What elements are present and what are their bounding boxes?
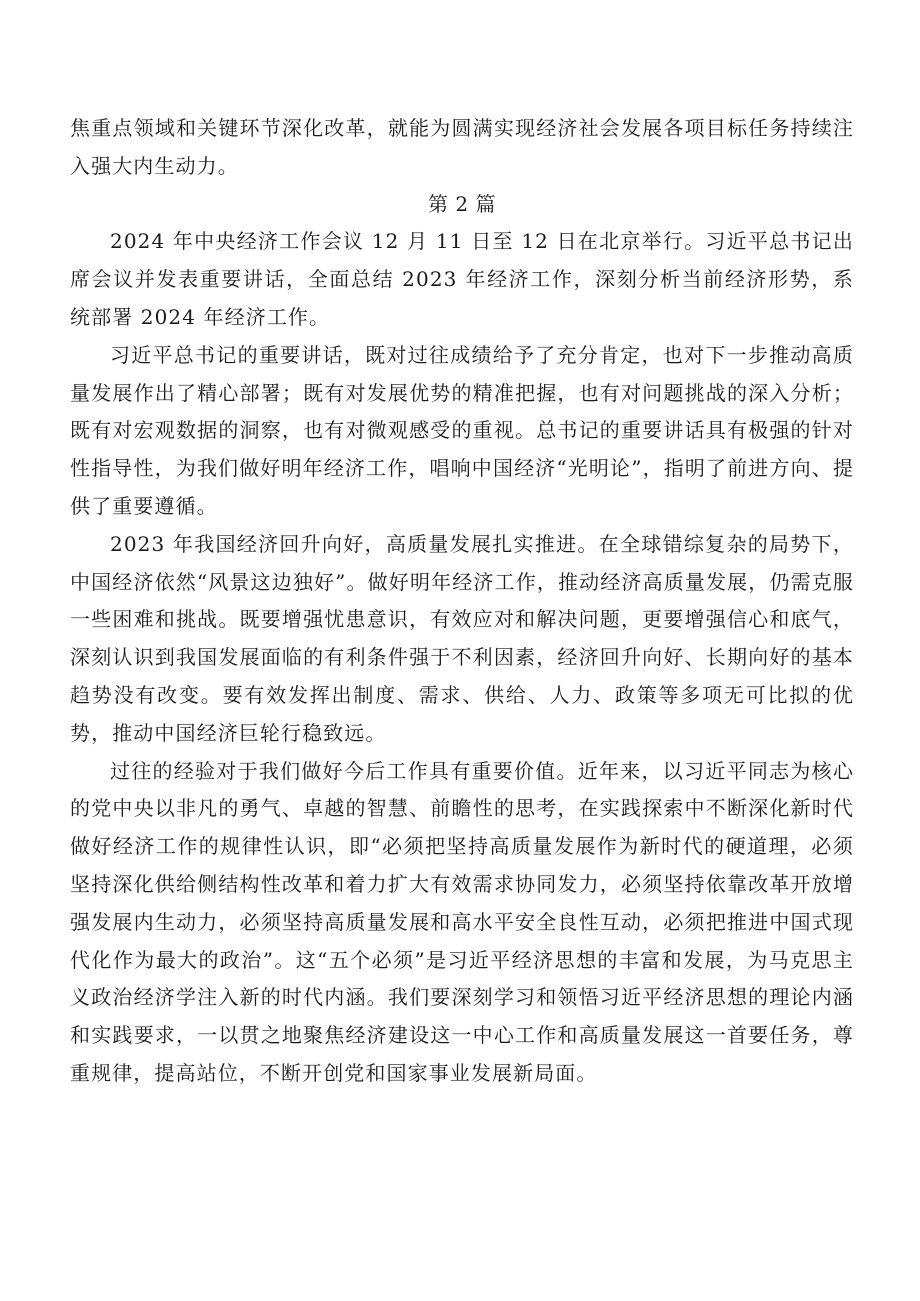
body-paragraph: 2023 年我国经济回升向好，高质量发展扎实推进。在全球错综复杂的局势下，中国经济依然“风景这边独好”。做好明年经济工作，推动经济高质量发展，仍需克服一些困难和挑战。既要增强忧患意识，有效应对和解决问题，更要增强信心和底气，深刻认识到我国发展面临的有利条件强于不利因素，经济回升向好、长期向好的基本趋势没有改变。要有效发挥出制度、需求、供给、人力、政策等多项无可比拟的优势，推动中国经济巨轮行稳致远。 [70, 531, 854, 745]
document-page [70, 110, 854, 1093]
continuation-paragraph: 焦重点领域和关键环节深化改革，就能为圆满实现经济社会发展各项目标任务持续注入强大内生动力。 [70, 116, 854, 178]
section-heading: 第 2 篇 [428, 191, 496, 216]
body-paragraph: 2024 年中央经济工作会议 12 月 11 日至 12 日在北京举行。习近平总书记出席会议并发表重要讲话，全面总结 2023 年经济工作，深刻分析当前经济形势，系统部署 2024 年经济工作。 [70, 229, 854, 329]
body-paragraph: 习近平总书记的重要讲话，既对过往成绩给予了充分肯定，也对下一步推动高质量发展作出了精心部署；既有对发展优势的精准把握，也有对问题挑战的深入分析；既有对宏观数据的洞察，也有对微观感受的重视。总书记的重要讲话具有极强的针对性指导性，为我们做好明年经济工作，唱响中国经济“光明论”，指明了前进方向、提供了重要遵循。 [70, 342, 854, 518]
body-paragraph: 过往的经验对于我们做好今后工作具有重要价值。近年来，以习近平同志为核心的党中央以非凡的勇气、卓越的智慧、前瞻性的思考，在实践探索中不断深化新时代做好经济工作的规律性认识，即“必须把坚持高质量发展作为新时代的硬道理，必须坚持深化供给侧结构性改革和着力扩大有效需求协同发力，必须坚持依靠改革开放增强发展内生动力，必须坚持高质量发展和高水平安全良性互动，必须把推进中国式现代化作为最大的政治”。这“五个必须”是习近平经济思想的丰富和发展，为马克思主义政治经济学注入新的时代内涵。我们要深刻学习和领悟习近平经济思想的理论内涵和实践要求，一以贯之地聚焦经济建设这一中心工作和高质量发展这一首要任务，尊重规律，提高站位，不断开创党和国家事业发展新局面。 [70, 758, 854, 1085]
